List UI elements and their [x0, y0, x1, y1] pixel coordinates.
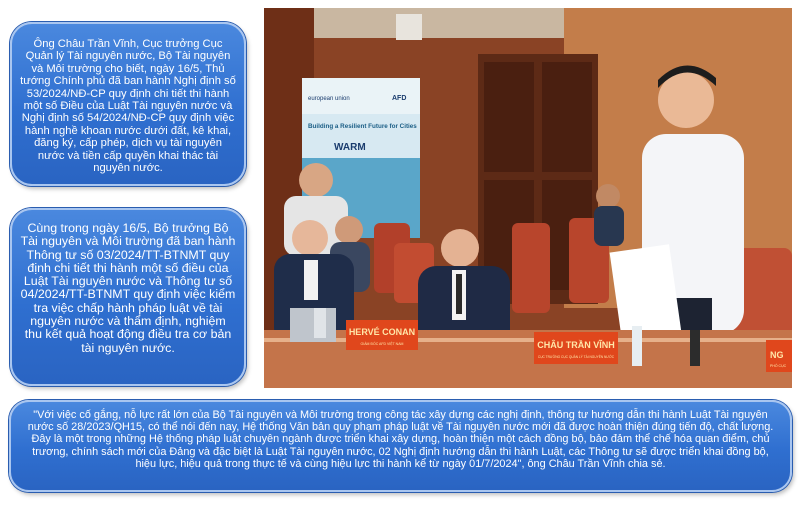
banner-logo-right: AFD: [392, 95, 407, 102]
nameplate-left-name: HERVÉ CONAN: [348, 327, 416, 337]
nameplate-right: [766, 340, 792, 372]
nameplate-left: [346, 320, 418, 350]
caption-middle-text: Cùng trong ngày 16/5, Bộ trưởng Bộ Tài nguyên và Môi trường đã ban hành Thông tư số 03/2024/TT-BTNMT quy định chi tiết thi hành một số điều của Luật Tài nguyên nước và Thông tư số 04/2024/TT-BTNMT quy định việc kiểm tra việc chấp hành pháp luật về tài nguyên nước và thẩm định, nghiệm thu kết quả hoạt động điều tra cơ bản tài nguyên nước.: [20, 221, 236, 355]
caption-bottom-text: "Với việc cố gắng, nỗ lực rất lớn của Bộ Tài nguyên và Môi trường trong công tác xây dựng các nghị định, thông tư hướng dẫn thi hành Luật Tài nguyên nước số 28/2023/QH15, có thể nói đến nay, Hệ thống Văn bản quy phạm pháp luật về Tài nguyên nước mới đã được hoàn thiện đúng tiến độ, chất lượng. Đây là một trong những Hệ thống pháp luật chuyên ngành được triển khai xây dựng, hoàn thiện một cách đồng bộ, bảo đảm thể chế hóa quan điểm, chủ trương, chính sách mới của Đảng và đặc biệt là Luật Tài nguyên nước, 02 Nghị định hướng dẫn thi hành Luật, các Thông tư sẽ được triển khai đồng bộ, hiệu lực, hiệu quả trong thực tế và cùng hiệu lực thi hành kể từ ngày 01/7/2024", ông Châu Trần Vĩnh chia sẻ.: [27, 409, 774, 470]
caption-top: [10, 22, 246, 186]
meeting-photo-illustration: [264, 8, 792, 388]
nameplate-right-title: PHÓ CỤC: [770, 364, 787, 368]
banner-brand: WARM: [334, 142, 366, 153]
nameplate-center-title: CỤC TRƯỞNG CỤC QUẢN LÝ TÀI NGUYÊN NƯỚC: [537, 355, 615, 359]
caption-bottom: [9, 400, 792, 492]
nameplate-right-name: NG: [770, 350, 784, 360]
caption-middle: [10, 208, 246, 386]
banner-title: Building a Resilient Future for Cities: [308, 123, 417, 130]
meeting-photo: [264, 8, 792, 388]
nameplate-center: [534, 332, 618, 364]
banner-logo-left: european union: [308, 96, 350, 102]
caption-top-text: Ông Châu Trần Vĩnh, Cục trưởng Cục Quản lý Tài nguyên nước, Bộ Tài nguyên và Môi trường cho biết, ngày 16/5, Thủ tướng Chính phủ đã ban hành Nghị định số 53/2024/NĐ-CP quy định chi tiết thi hành một số Điều của Luật Tài nguyên nước và Nghị định số 54/2024/NĐ-CP quy định việc hành nghề khoan nước dưới đất, kê khai, đăng ký, cấp phép, dịch vụ tài nguyên nước và tiền cấp quyền khai thác tài nguyên nước.: [20, 38, 236, 175]
nameplate-center-name: CHÂU TRẦN VĨNH: [537, 340, 615, 350]
nameplate-left-title: GIÁM ĐỐC AFD VIỆT NAM: [360, 342, 404, 346]
